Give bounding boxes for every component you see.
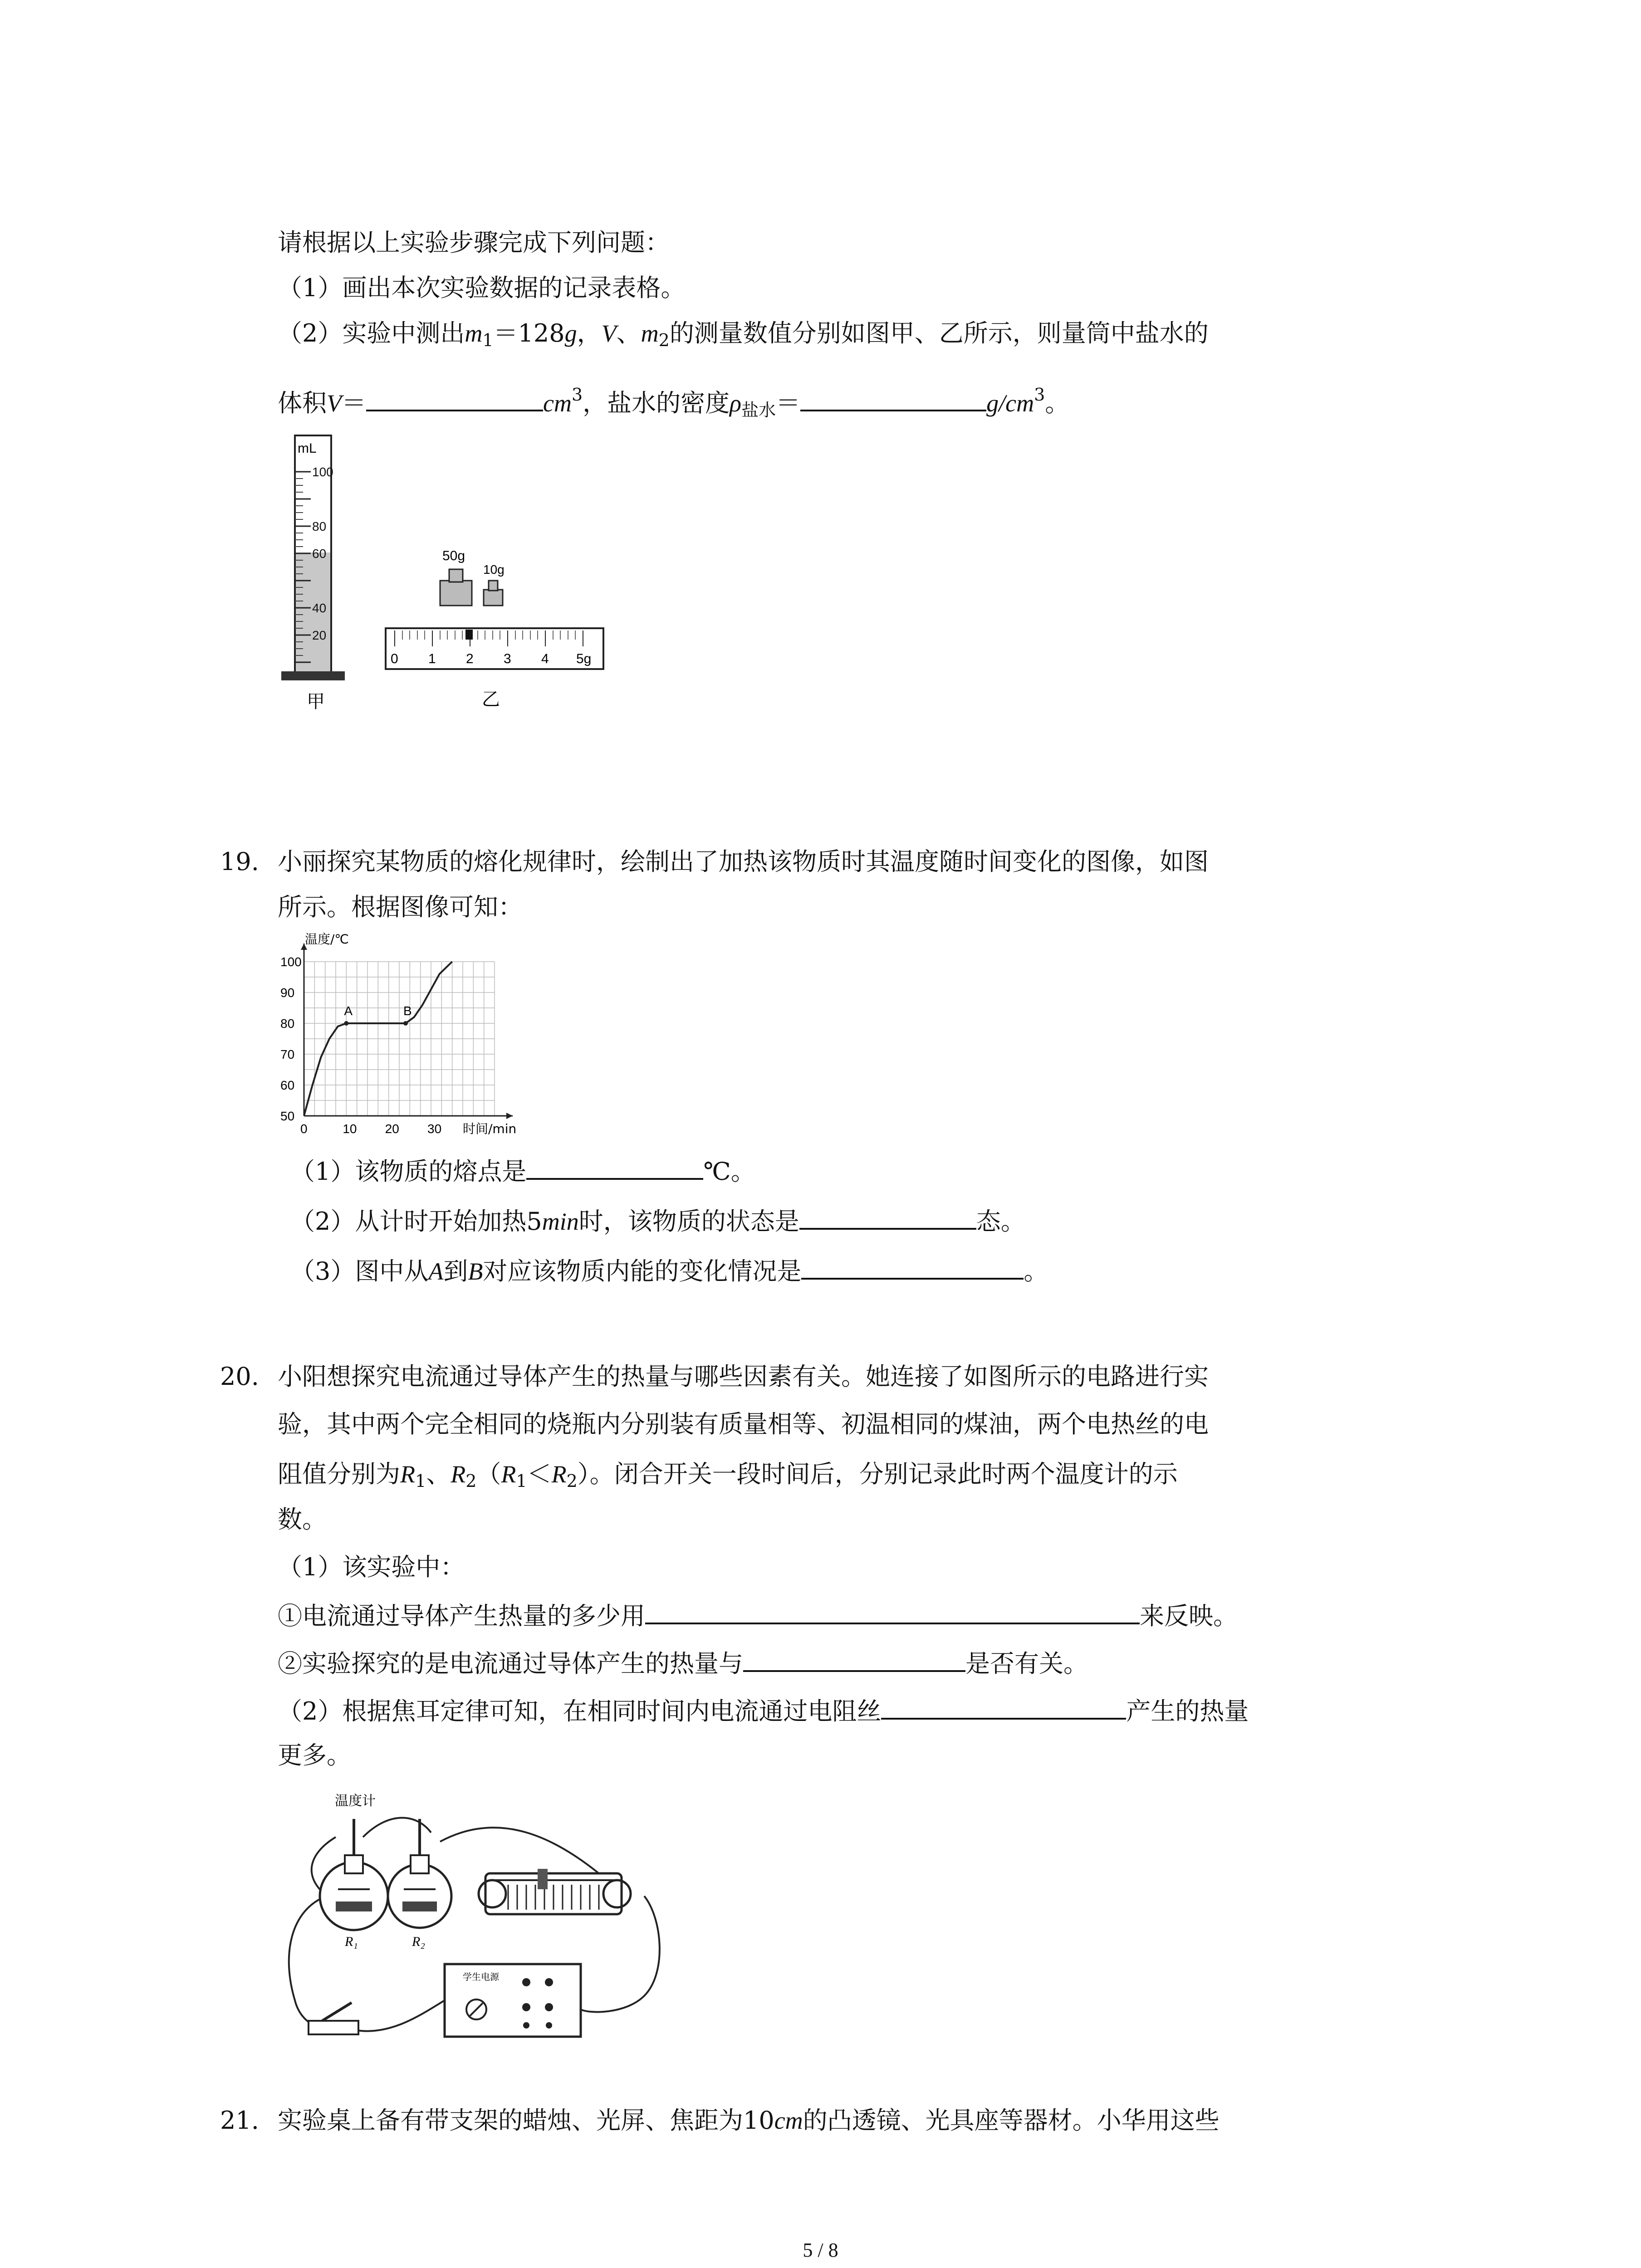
point-b (403, 1021, 408, 1026)
y-axis-label: 温度/℃ (305, 932, 349, 947)
q20-part-2-line-2: 更多。 (278, 1741, 351, 1769)
cyl-tick-label: 20 (312, 628, 327, 642)
q21-line-1: 实验桌上备有带支架的蜡烛、光屏、焦距为10cm的凸透镜、光具座等器材。小华用这些 (278, 2106, 1220, 2135)
cyl-tick-label: 60 (312, 547, 327, 561)
figure-label-b: 乙 (482, 689, 500, 710)
x-axis-arrow (506, 1113, 513, 1119)
q20-part-1b: ②实验探究的是电流通过导体产生的热量与 是否有关。 (278, 1647, 1088, 1680)
weight-50g (440, 569, 472, 606)
weight-10g-label: 10g (483, 562, 505, 577)
weight-10g (484, 581, 503, 606)
state-blank[interactable] (799, 1204, 976, 1230)
x-tick-label: 30 (427, 1122, 442, 1136)
rider-marker (465, 630, 473, 640)
switch (309, 2003, 358, 2034)
q20-line-4: 数。 (278, 1505, 327, 1534)
x-tick-label: 0 (300, 1122, 308, 1136)
q20-part-1a: ①电流通过导体产生热量的多少用 来反映。 (278, 1599, 1238, 1632)
internal-energy-blank[interactable] (801, 1254, 1024, 1280)
x-tick-label: 20 (385, 1122, 399, 1136)
rheostat (479, 1869, 631, 1914)
q19-part-3: （3）图中从A到B对应该物质内能的变化情况是 。 (290, 1254, 1048, 1287)
volume-blank[interactable] (366, 386, 543, 411)
y-tick-label: 70 (280, 1047, 295, 1061)
melting-chart (268, 930, 540, 1148)
r1-label: R₁ (345, 1934, 358, 1949)
point-a-label: A (344, 1004, 353, 1018)
cyl-tick-label: 100 (312, 465, 333, 479)
point-a (344, 1021, 348, 1026)
q20-line-3: 阻值分别为$R_1$、$R_2(R_1<R_2)$。闭合开关一段时间后，分别记录此时两个温度计的示 (278, 1460, 1178, 1491)
figure-label-a: 甲 (307, 691, 325, 712)
q20-part-1: （1）该实验中： (278, 1553, 465, 1581)
instruction-text: 请根据以上实验步骤完成下列问题： (278, 228, 670, 257)
heat-indicator-blank[interactable] (645, 1599, 1140, 1624)
q19-line-1: 小丽探究某物质的熔化规律时，绘制出了加热该物质时其温度随时间变化的图像，如图 (278, 847, 1209, 876)
y-tick-label: 60 (280, 1078, 295, 1092)
cylinder-unit: mL (298, 441, 317, 456)
y-tick-label: 80 (280, 1017, 295, 1031)
q20-line-2: 验，其中两个完全相同的烧瓶内分别装有质量相等、初温相同的煤油，两个电热丝的电 (278, 1410, 1209, 1438)
x-tick-label: 10 (343, 1122, 357, 1136)
q20-part-2: （2）根据焦耳定律可知，在相同时间内电流通过电阻丝 产生的热量 (278, 1694, 1249, 1727)
y-tick-label: 100 (280, 955, 302, 969)
r2-label: R₂ (412, 1934, 425, 1949)
page-number: 5 / 8 (803, 2239, 838, 2261)
density-blank[interactable] (800, 386, 986, 411)
point-b-label: B (403, 1004, 412, 1018)
q19-part-1: （1）该物质的熔点是 ℃。 (290, 1154, 755, 1188)
question-part-2-line-2: 体积$V= cm^3$，盐水的密度$\rho_{盐水}= g/cm^3$。 (278, 385, 1070, 420)
resistor-blank[interactable] (881, 1694, 1126, 1720)
cyl-tick-label: 80 (312, 519, 327, 533)
q20-number: 20. (220, 1362, 259, 1391)
q21-number: 21. (220, 2106, 259, 2135)
power-supply-label: 学生电源 (463, 1971, 499, 1982)
power-supply (445, 1964, 581, 2037)
melting-point-blank[interactable] (526, 1154, 703, 1180)
scale-label: 1 (428, 651, 436, 666)
y-tick-label: 90 (280, 986, 295, 1000)
scale-label: 0 (391, 651, 398, 666)
scale-label: 4 (541, 651, 549, 666)
factor-blank[interactable] (743, 1647, 965, 1672)
flask-r2 (388, 1819, 451, 1928)
weight-50g-label: 50g (442, 548, 465, 563)
x-axis-label: 时间/min (463, 1121, 517, 1136)
q19-line-2: 所示。根据图像可知： (278, 893, 523, 921)
balance-figure (377, 544, 612, 717)
cyl-tick-label: 40 (312, 601, 327, 615)
thermometer-label: 温度计 (335, 1793, 376, 1809)
q20-line-1: 小阳想探究电流通过导体产生的热量与哪些因素有关。她连接了如图所示的电路进行实 (278, 1362, 1209, 1391)
question-part-2-line-1: （2）实验中测出$m_1=128g$，V、$m_2$的测量数值分别如图甲、乙所示，则量筒中盐水的 (278, 319, 1209, 350)
question-part-1: （1）画出本次实验数据的记录表格。 (278, 274, 686, 302)
q19-number: 19. (220, 847, 259, 876)
scale-label: 2 (466, 651, 474, 666)
y-tick-label: 50 (280, 1109, 295, 1123)
q19-part-2: （2）从计时开始加热5min时，该物质的状态是 态。 (290, 1204, 1025, 1237)
cylinder-figure (272, 431, 363, 712)
circuit-figure (272, 1783, 699, 2041)
scale-label: 5g (576, 651, 592, 666)
flask-r1 (320, 1819, 388, 1930)
scale-label: 3 (504, 651, 511, 666)
